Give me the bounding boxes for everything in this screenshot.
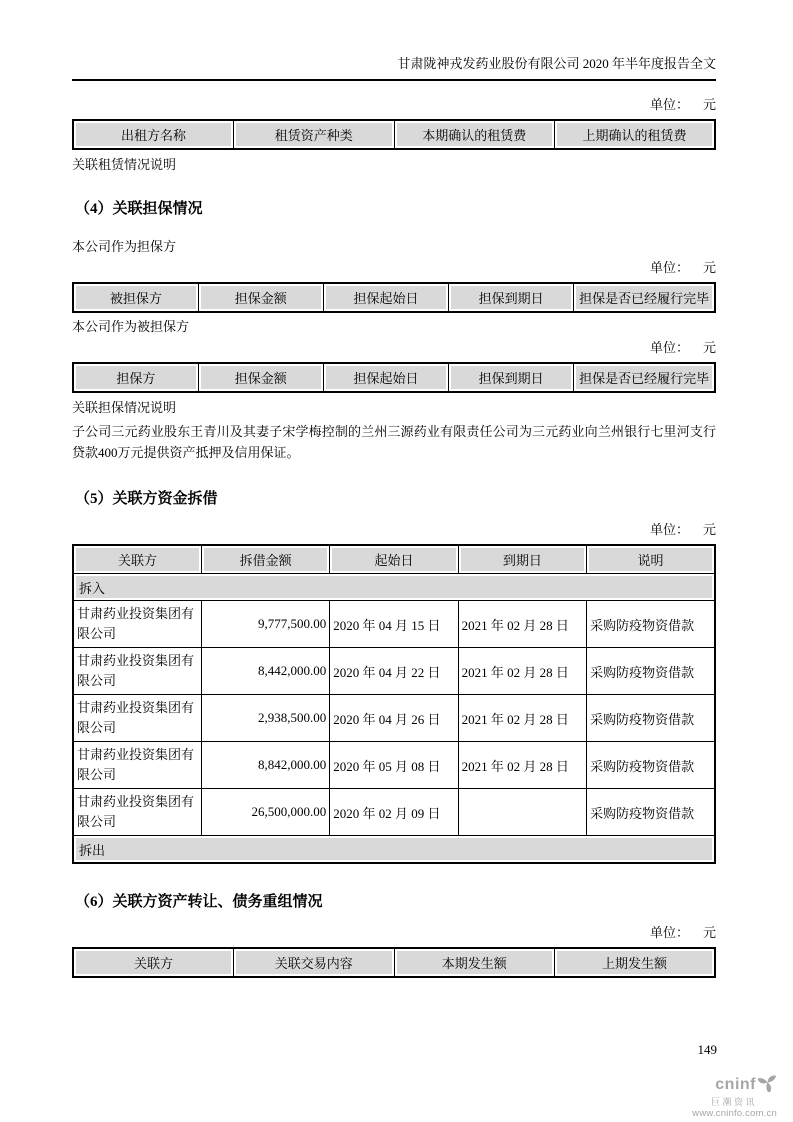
column-header-related-party: 关联方	[73, 948, 234, 977]
end-date-cell: 2021 年 02 月 28 日	[458, 601, 586, 648]
asset-transfer-table	[72, 947, 716, 978]
guaranteed-table	[72, 362, 716, 393]
column-header-lessor: 出租方名称	[73, 120, 234, 149]
column-header-guarantee-amount: 担保金额	[198, 283, 323, 312]
party-cell: 甘肃药业投资集团有限公司	[73, 601, 201, 648]
start-date-cell: 2020 年 04 月 26 日	[330, 695, 458, 742]
amount-cell: 2,938,500.00	[201, 695, 329, 742]
note-cell: 采购防疫物资借款	[587, 648, 715, 695]
party-cell: 甘肃药业投资集团有限公司	[73, 742, 201, 789]
guarantee-note-label: 关联担保情况说明	[72, 400, 177, 415]
note-cell: 采购防疫物资借款	[587, 601, 715, 648]
unit-line	[72, 340, 716, 356]
group-row-borrow-out	[73, 836, 715, 864]
unit-label: 单位：	[649, 522, 689, 537]
unit-line	[72, 97, 716, 113]
amount-cell: 26,500,000.00	[201, 789, 329, 836]
start-date-cell: 2020 年 04 月 15 日	[330, 601, 458, 648]
cninfo-chinese-name: 巨潮资讯	[710, 1097, 757, 1107]
column-header-related-party: 关联方	[73, 545, 201, 574]
column-header-guarantee-end: 担保到期日	[449, 283, 574, 312]
unit-label: 单位：	[649, 925, 689, 940]
column-header-guarantee-fulfilled: 担保是否已经履行完毕	[574, 363, 715, 392]
end-date-cell: 2021 年 02 月 28 日	[458, 695, 586, 742]
section-4-title: （4）关联担保情况	[75, 201, 203, 217]
party-cell: 甘肃药业投资集团有限公司	[73, 648, 201, 695]
unit-value: 元	[702, 260, 716, 275]
guarantor-table	[72, 282, 716, 313]
page-number: 149	[697, 1042, 717, 1057]
unit-value: 元	[702, 522, 716, 537]
table-row	[73, 695, 715, 742]
group-row-borrow-in	[73, 574, 715, 601]
amount-cell: 8,842,000.00	[201, 742, 329, 789]
group-label: 拆出	[73, 836, 715, 864]
column-header-guaranteed-party: 被担保方	[73, 283, 198, 312]
unit-label: 单位：	[649, 260, 689, 275]
end-date-cell	[458, 789, 586, 836]
column-header-guarantee-amount: 担保金额	[198, 363, 323, 392]
column-header-current-rent: 本期确认的租赁费	[394, 120, 555, 149]
table-header-row	[73, 283, 715, 312]
column-header-current-amount: 本期发生额	[394, 948, 555, 977]
column-header-guarantee-start: 担保起始日	[323, 283, 448, 312]
table-header-row	[73, 545, 715, 574]
column-header-borrow-amount: 拆借金额	[201, 545, 329, 574]
table-header-row	[73, 363, 715, 392]
table-row	[73, 601, 715, 648]
unit-value: 元	[702, 340, 716, 355]
note-cell: 采购防疫物资借款	[587, 789, 715, 836]
column-header-end-date: 到期日	[458, 545, 586, 574]
unit-label: 单位：	[649, 340, 689, 355]
end-date-cell: 2021 年 02 月 28 日	[458, 742, 586, 789]
related-lease-table	[72, 119, 716, 150]
unit-line	[72, 522, 716, 538]
column-header-prior-rent: 上期确认的租赁费	[555, 120, 716, 149]
column-header-transaction-content: 关联交易内容	[234, 948, 395, 977]
cninfo-brand-text: cninf	[715, 1075, 756, 1093]
note-cell: 采购防疫物资借款	[587, 742, 715, 789]
unit-value: 元	[702, 97, 716, 112]
fund-borrowing-table	[72, 544, 716, 864]
start-date-cell: 2020 年 05 月 08 日	[330, 742, 458, 789]
start-date-cell: 2020 年 02 月 09 日	[330, 789, 458, 836]
page-content	[72, 0, 716, 978]
as-guaranteed-label: 本公司作为被担保方	[72, 319, 190, 334]
column-header-asset-type: 租赁资产种类	[234, 120, 395, 149]
table-row	[73, 648, 715, 695]
section-6-title: （6）关联方资产转让、债务重组情况	[75, 894, 323, 910]
column-header-guarantor-party: 担保方	[73, 363, 198, 392]
column-header-guarantee-end: 担保到期日	[449, 363, 574, 392]
column-header-note: 说明	[587, 545, 715, 574]
unit-label: 单位：	[649, 97, 689, 112]
amount-cell: 9,777,500.00	[201, 601, 329, 648]
unit-value: 元	[702, 925, 716, 940]
start-date-cell: 2020 年 04 月 22 日	[330, 648, 458, 695]
group-label: 拆入	[73, 574, 715, 601]
table-row	[73, 789, 715, 836]
cninfo-logo-row	[715, 1073, 777, 1096]
as-guarantor-label: 本公司作为担保方	[72, 239, 177, 254]
column-header-guarantee-fulfilled: 担保是否已经履行完毕	[574, 283, 715, 312]
section-5-title: （5）关联方资金拆借	[75, 491, 218, 507]
cninfo-watermark	[692, 1073, 777, 1119]
column-header-start-date: 起始日	[330, 545, 458, 574]
cninfo-url: www.cninfo.com.cn	[692, 1108, 777, 1119]
table-header-row	[73, 120, 715, 149]
lease-note-label: 关联租赁情况说明	[72, 157, 177, 172]
column-header-prior-amount: 上期发生额	[555, 948, 716, 977]
column-header-guarantee-start: 担保起始日	[323, 363, 448, 392]
unit-line	[72, 925, 716, 941]
party-cell: 甘肃药业投资集团有限公司	[73, 695, 201, 742]
report-header-title: 甘肃陇神戎发药业股份有限公司 2020 年半年度报告全文	[72, 56, 716, 81]
party-cell: 甘肃药业投资集团有限公司	[73, 789, 201, 836]
cninfo-swirl-icon	[758, 1073, 777, 1096]
table-row	[73, 742, 715, 789]
unit-line	[72, 260, 716, 276]
guarantee-note-text: 子公司三元药业股东王青川及其妻子宋学梅控制的兰州三源药业有限责任公司为三元药业向兰州银行七里河支行贷款400万元提供资产抵押及信用保证。	[72, 424, 716, 460]
note-cell: 采购防疫物资借款	[587, 695, 715, 742]
table-header-row	[73, 948, 715, 977]
end-date-cell: 2021 年 02 月 28 日	[458, 648, 586, 695]
amount-cell: 8,442,000.00	[201, 648, 329, 695]
